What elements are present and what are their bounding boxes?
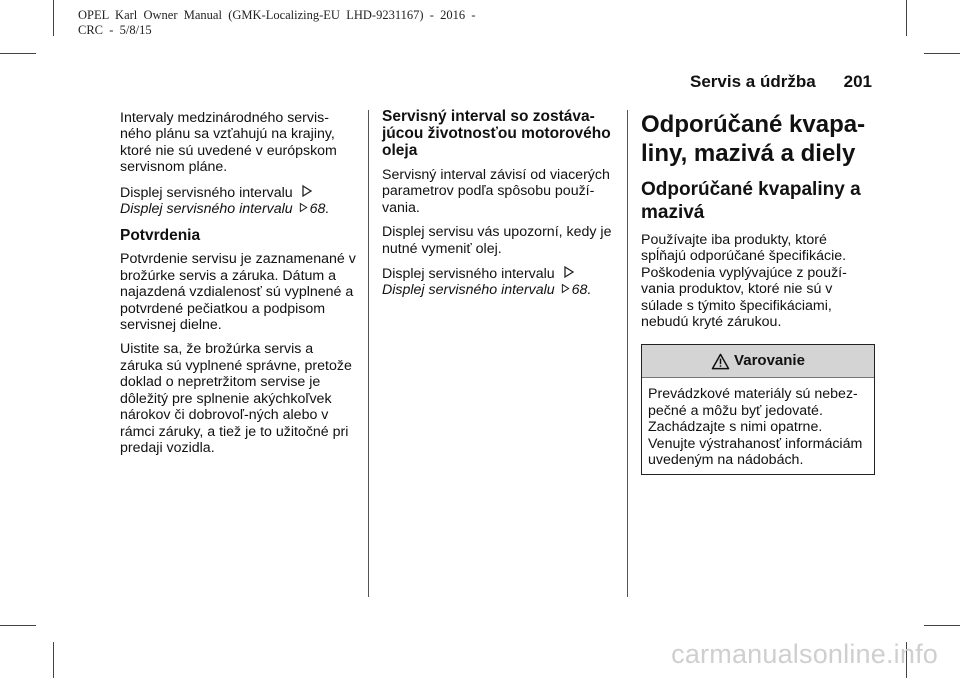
display-label: Displej servisného intervalu	[120, 184, 293, 201]
reference-arrow-icon	[300, 184, 314, 198]
page-number: 201	[843, 72, 872, 91]
reference-arrow-icon	[560, 283, 571, 294]
display-reference-link[interactable]: Displej servisného intervalu 68.	[120, 201, 330, 218]
crop-mark	[906, 0, 907, 36]
crop-mark	[0, 625, 36, 626]
display-reference	[382, 265, 614, 299]
display-reference-link[interactable]: Displej servisného intervalu 68.	[382, 282, 592, 299]
column-divider	[627, 110, 628, 597]
reference-page: 68	[571, 282, 588, 299]
oil-life-interval-heading: Servisný interval so zostáva-júcou životnosťou motorového oleja	[382, 108, 611, 159]
column-1	[120, 110, 358, 464]
column-2	[382, 110, 614, 307]
warning-title: Varovanie	[734, 352, 805, 370]
confirmations-paragraph-2: Uistite sa, že brožúrka servis a záruka sú vyplnené správne, pretože doklad o nepretržitom servise je dôležitý pre splnenie akýchkoľvek nárokov či dobrovoľ-ných alebo v rámci záruky, a tiež je to užitočné pri predaji vozidla.	[120, 341, 352, 456]
display-label: Displej servisného intervalu	[382, 266, 555, 283]
reference-arrow-icon	[562, 265, 576, 279]
warning-body: Prevádzkové materiály sú nebez-pečné a môžu byť jedovaté. Zachádzajte s nimi opatrne. Venujte výstrahanosť informáciám uvedeným na nádobách.	[648, 386, 863, 469]
document-meta-line1: OPEL Karl Owner Manual (GMK-Localizing-EU LHD-9231167) - 2016 -	[78, 8, 476, 22]
recommended-fluids-paragraph: Používajte iba produkty, ktoré spĺňajú odporúčané špecifikácie. Poškodenia vyplývajúce z použí-vania produktov, ktoré nie sú v súlade s týmito špecifikáciami, nebudú kryté zárukou.	[641, 232, 847, 331]
column-divider	[368, 110, 369, 597]
crop-mark	[53, 0, 54, 36]
confirmations-paragraph-1: Potvrdenie servisu je zaznamenané v brožúrke servis a záruka. Dátum a najazdená vzdialenosť sú vyplnené a potvrdené pečiatkou a podpisom servisnej dielne.	[120, 251, 356, 334]
section-title: Servis a údržba	[690, 72, 816, 91]
document-meta-line2: CRC - 5/8/15	[78, 23, 152, 37]
document-meta	[78, 8, 476, 38]
recommended-fluids-sub-heading: Odporúčané kvapaliny a mazivá	[641, 179, 861, 223]
crop-mark	[924, 625, 960, 626]
column-3	[641, 110, 875, 475]
warning-header	[642, 345, 874, 378]
crop-mark	[0, 53, 36, 54]
reference-arrow-icon	[298, 202, 309, 213]
intro-paragraph: Intervaly medzinárodného servis-ného plánu sa vzťahujú na krajiny, ktoré nie sú uvedené v európskom servisnom pláne.	[120, 110, 337, 176]
oil-life-paragraph-1: Servisný interval závisí od viacerých parametrov podľa spôsobu použí-vania.	[382, 167, 610, 216]
crop-mark	[53, 642, 54, 678]
warning-box	[641, 344, 875, 475]
reference-page: 68	[309, 201, 326, 218]
display-reference	[120, 184, 358, 218]
recommended-fluids-main-heading: Odporúčané kvapa-liny, mazivá a diely	[641, 111, 866, 167]
confirmations-heading: Potvrdenia	[120, 227, 201, 245]
oil-life-paragraph-2: Displej servisu vás upozorní, kedy je nutné vymeniť olej.	[382, 224, 612, 257]
crop-mark	[924, 53, 960, 54]
watermark: carmanualsonline.info	[671, 639, 938, 669]
warning-triangle-icon	[711, 353, 730, 370]
